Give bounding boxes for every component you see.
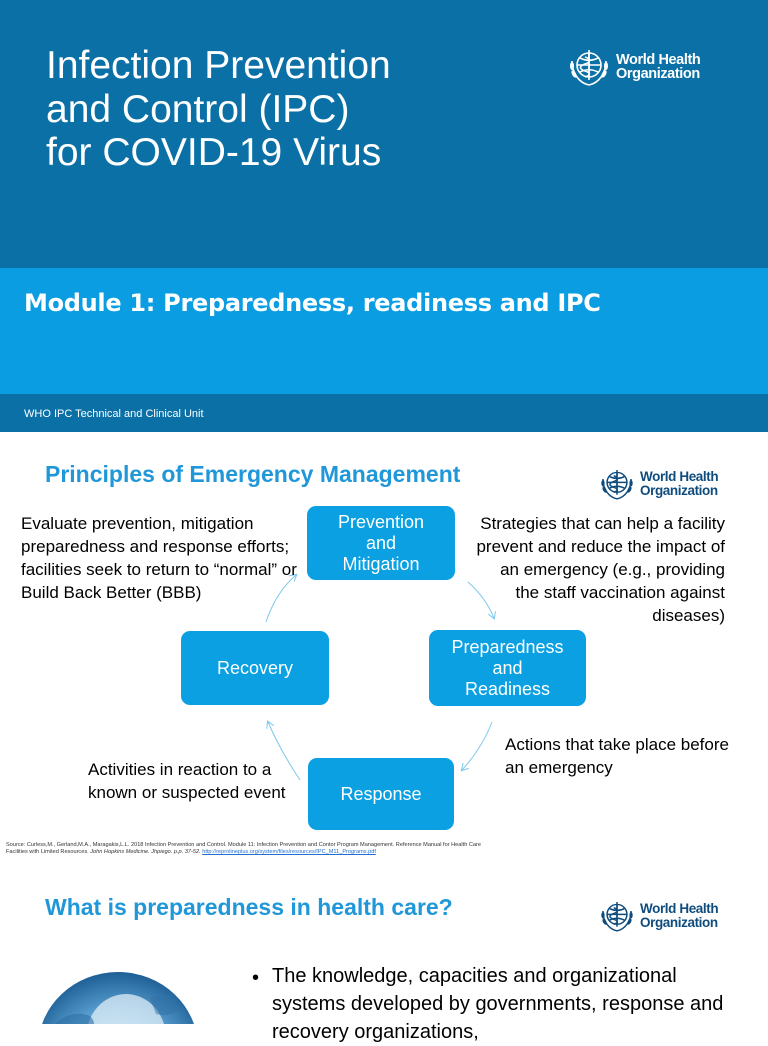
who-logo-line: Organization xyxy=(616,66,700,82)
box-label: Readiness xyxy=(464,678,551,699)
box-label: and xyxy=(365,532,397,553)
who-logo-line: Organization xyxy=(640,483,718,498)
slide-title: Principles of Emergency Management xyxy=(45,461,461,487)
title-line: Infection Prevention xyxy=(46,44,391,87)
who-logo xyxy=(598,897,718,935)
emergency-management-slide xyxy=(0,432,768,864)
recovery-description: Evaluate prevention, mitigation preparedness and response efforts; facilities seek to return to “normal” or Build Back Better (BBB) xyxy=(21,514,297,602)
preparedness-slide xyxy=(0,864,768,1043)
title-slide xyxy=(0,0,768,432)
module-title: Module 1: Preparedness, readiness and IPC xyxy=(24,289,601,317)
box-label: Response xyxy=(340,783,422,804)
source-citation xyxy=(6,842,501,856)
who-emblem-icon xyxy=(566,44,612,90)
who-logo-line: Organization xyxy=(640,915,718,930)
preparedness-readiness-box xyxy=(429,630,586,706)
response-description: Activities in reaction to a known or suspected event xyxy=(88,760,286,802)
citation-journal: John Hopkins Medicine. Jhpiego. p.p. 37-52. xyxy=(90,849,201,855)
bullet-text: The knowledge, capacities and organizational systems developed by governments, response and recovery organizations, xyxy=(272,965,724,1043)
prevention-mitigation-box xyxy=(307,506,455,580)
prevention-description: Strategies that can help a facility prevent and reduce the impact of an emergency (e.g., providing the staff vaccination against diseases) xyxy=(476,514,725,625)
who-emblem-icon xyxy=(598,897,636,935)
who-logo-line: World Health xyxy=(616,52,701,68)
slide-title xyxy=(46,44,546,175)
preparedness-description: Actions that take place before an emergency xyxy=(505,735,729,777)
citation-link[interactable]: http://reprolineplus.org/system/files/resources/IPC_M11_Programs.pdf xyxy=(202,849,376,855)
box-label: Preparedness xyxy=(451,636,564,657)
arrow-preparedness-to-response xyxy=(462,722,492,770)
box-label: and xyxy=(492,657,523,678)
box-label: Mitigation xyxy=(342,553,420,574)
globe-icon xyxy=(30,968,210,1024)
who-logo-line: World Health xyxy=(640,901,719,916)
who-logo-text xyxy=(640,902,718,930)
who-logo-line: World Health xyxy=(640,469,719,484)
citation-text: Source: Curless,M., Gerland,M.A., Maragakis,L.L. 2018 Infection Prevention and Control. Module 11: Infection Prevention and Contor Program Management. Reference Manual for Health Care Facilities with Limited Resources. xyxy=(6,842,481,855)
unit-footer: WHO IPC Technical and Clinical Unit xyxy=(24,408,204,420)
title-line: for COVID-19 Virus xyxy=(46,131,382,174)
box-label: Recovery xyxy=(216,657,294,678)
bullet-marker: • xyxy=(252,967,260,989)
module-band xyxy=(0,268,768,394)
who-logo xyxy=(566,44,700,90)
slide-title: What is preparedness in health care? xyxy=(45,894,453,920)
response-box xyxy=(308,758,454,830)
who-logo-text xyxy=(616,53,700,81)
recovery-box xyxy=(181,631,329,705)
box-label: Prevention xyxy=(337,511,425,532)
title-line: and Control (IPC) xyxy=(46,87,350,131)
